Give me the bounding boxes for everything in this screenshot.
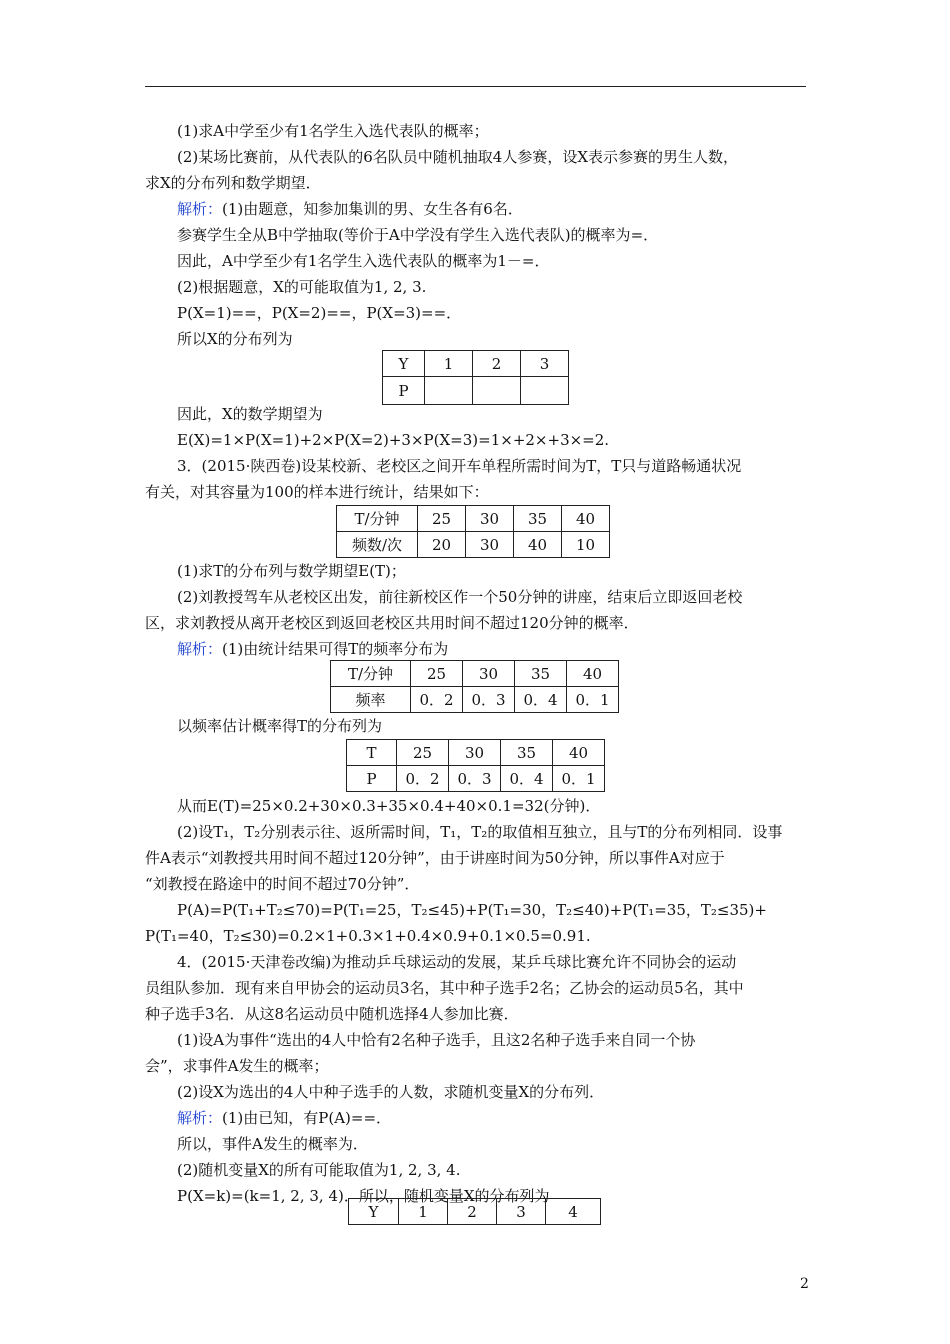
- question-part-2: (2)某场比赛前，从代表队的6名队员中随机抽取4人参赛，设X表示参赛的男生人数，: [177, 148, 739, 166]
- solution-label: 解析: [177, 1109, 208, 1127]
- table-cell: 30: [463, 661, 515, 687]
- solution-text: (1)由已知，有P(A)==．: [222, 1109, 392, 1127]
- text-line: 从而E(T)=25×0.2+30×0.3+35×0.4+40×0.1=32(分钟)．: [177, 797, 601, 815]
- frequency-rate-table: [330, 660, 619, 713]
- table-cell: 30: [466, 532, 514, 558]
- solution-colon: ：: [207, 640, 223, 658]
- table-cell: 0．4: [501, 766, 553, 792]
- text-line: E(X)=1×P(X=1)+2×P(X=2)+3×P(X=3)=1×+2×+3×=2.: [177, 431, 610, 449]
- solution-line: [177, 196, 523, 222]
- solution-label: 解析: [177, 200, 208, 218]
- table-cell: 35: [514, 506, 562, 532]
- table-cell: [425, 377, 473, 405]
- text-line: (2)根据题意，X的可能取值为1, 2, 3.: [177, 278, 427, 296]
- table-cell: 35: [515, 661, 567, 687]
- table-cell: 2: [473, 351, 521, 377]
- solution-text: (1)由统计结果可得T的频率分布为: [222, 640, 449, 658]
- table-cell: T: [347, 740, 397, 766]
- table-cell: T/分钟: [331, 661, 411, 687]
- problem-3: 3．(2015·陕西卷)设某校新、老校区之间开车单程所需时间为T，T只与道路畅通状况: [177, 457, 742, 475]
- table-cell: 0．2: [411, 687, 463, 713]
- question-part-2-cont: 求X的分布列和数学期望．: [145, 174, 321, 192]
- table-cell: 0．3: [463, 687, 515, 713]
- text-line: P(X=1)==，P(X=2)==，P(X=3)==．: [177, 304, 462, 322]
- question-part-1: (1)求A中学至少有1名学生入选代表队的概率；: [177, 122, 489, 140]
- text-line: 所以，事件A发生的概率为．: [177, 1135, 368, 1153]
- table-cell: 40: [562, 506, 610, 532]
- header-rule: [145, 86, 806, 87]
- table-cell: 25: [411, 661, 463, 687]
- table-cell: 30: [449, 740, 501, 766]
- text-line: P(T₁=40，T₂≤30)=0.2×1+0.3×1+0.4×0.9+0.1×0.5=0.91.: [145, 927, 591, 945]
- problem-4: 4．(2015·天津卷改编)为推动乒乓球运动的发展，某乒乓球比赛允许不同协会的运动: [177, 953, 737, 971]
- table-cell: P: [347, 766, 397, 792]
- table-cell: 40: [553, 740, 605, 766]
- table-cell: 35: [501, 740, 553, 766]
- table-cell: 20: [418, 532, 466, 558]
- text-line: (2)随机变量X的所有可能取值为1, 2, 3, 4.: [177, 1161, 461, 1179]
- table-cell: 0．1: [553, 766, 605, 792]
- solution-line: [177, 636, 448, 662]
- table-cell: 0．1: [567, 687, 619, 713]
- text-line: 以频率估计概率得T的分布列为: [177, 717, 383, 735]
- table-cell: 4: [546, 1199, 601, 1225]
- solution-colon: ：: [207, 1109, 223, 1127]
- text-line: 所以X的分布列为: [177, 330, 293, 348]
- distribution-table-2: [346, 739, 605, 792]
- table-cell: [521, 377, 569, 405]
- table-cell: 0．3: [449, 766, 501, 792]
- table-cell: [473, 377, 521, 405]
- table-cell: 1: [399, 1199, 448, 1225]
- table-cell: 25: [418, 506, 466, 532]
- table-cell: 30: [466, 506, 514, 532]
- text-line: 有关，对其容量为100的样本进行统计，结果如下：: [145, 483, 489, 501]
- table-cell: 频数/次: [337, 532, 418, 558]
- table-cell: Y: [349, 1199, 399, 1225]
- text-line: 参赛学生全从B中学抽取(等价于A中学没有学生入选代表队)的概率为=．: [177, 226, 659, 244]
- text-line: 会”，求事件A发生的概率；: [145, 1057, 329, 1075]
- text-line: (2)设T₁，T₂分别表示往、返所需时间，T₁，T₂的取值相互独立，且与T的分布列相同．设事: [177, 823, 783, 841]
- table-cell: P: [383, 377, 425, 405]
- text-line: 因此，A中学至少有1名学生入选代表队的概率为1－=．: [177, 252, 550, 270]
- page-number: 2: [800, 1276, 809, 1292]
- frequency-count-table: [336, 505, 610, 558]
- table-cell: Y: [383, 351, 425, 377]
- text-line: 员组队参加．现有来自甲协会的运动员3名，其中种子选手2名；乙协会的运动员5名，其中: [145, 979, 744, 997]
- table-cell: 2: [448, 1199, 497, 1225]
- distribution-table-1: [382, 350, 569, 405]
- table-cell: 40: [567, 661, 619, 687]
- text-line: P(X=k)=(k=1, 2, 3, 4)．所以，随机变量X的分布列为: [177, 1187, 550, 1205]
- table-cell: 0．4: [515, 687, 567, 713]
- solution-line: [177, 1105, 391, 1131]
- table-cell: 3: [497, 1199, 546, 1225]
- table-cell: 频率: [331, 687, 411, 713]
- text-line: (1)求T的分布列与数学期望E(T)；: [177, 562, 406, 580]
- text-line: (2)刘教授驾车从老校区出发，前往新校区作一个50分钟的讲座，结束后立即返回老校: [177, 588, 743, 606]
- text-line: 因此，X的数学期望为: [177, 405, 323, 423]
- text-line: (1)设A为事件“选出的4人中恰有2名种子选手，且这2名种子选手来自同一个协: [177, 1031, 696, 1049]
- distribution-table-3: [348, 1198, 601, 1225]
- solution-label: 解析: [177, 640, 208, 658]
- table-cell: 1: [425, 351, 473, 377]
- text-line: 件A表示“刘教授共用时间不超过120分钟”，由于讲座时间为50分钟，所以事件A对应于: [145, 849, 725, 867]
- text-line: 种子选手3名．从这8名运动员中随机选择4人参加比赛．: [145, 1005, 519, 1023]
- table-cell: 25: [397, 740, 449, 766]
- text-line: P(A)=P(T₁+T₂≤70)=P(T₁=25，T₂≤45)+P(T₁=30，T₂≤40)+P(T₁=35，T₂≤35)+: [177, 901, 767, 919]
- table-cell: 40: [514, 532, 562, 558]
- table-cell: 0．2: [397, 766, 449, 792]
- solution-colon: ：: [207, 200, 223, 218]
- table-cell: T/分钟: [337, 506, 418, 532]
- text-line: (2)设X为选出的4人中种子选手的人数，求随机变量X的分布列．: [177, 1083, 605, 1101]
- table-cell: 10: [562, 532, 610, 558]
- text-line: “刘教授在路途中的时间不超过70分钟”．: [145, 875, 420, 893]
- table-cell: 3: [521, 351, 569, 377]
- text-line: 区，求刘教授从离开老校区到返回老校区共用时间不超过120分钟的概率．: [145, 614, 639, 632]
- solution-text: (1)由题意，知参加集训的男、女生各有6名．: [222, 200, 523, 218]
